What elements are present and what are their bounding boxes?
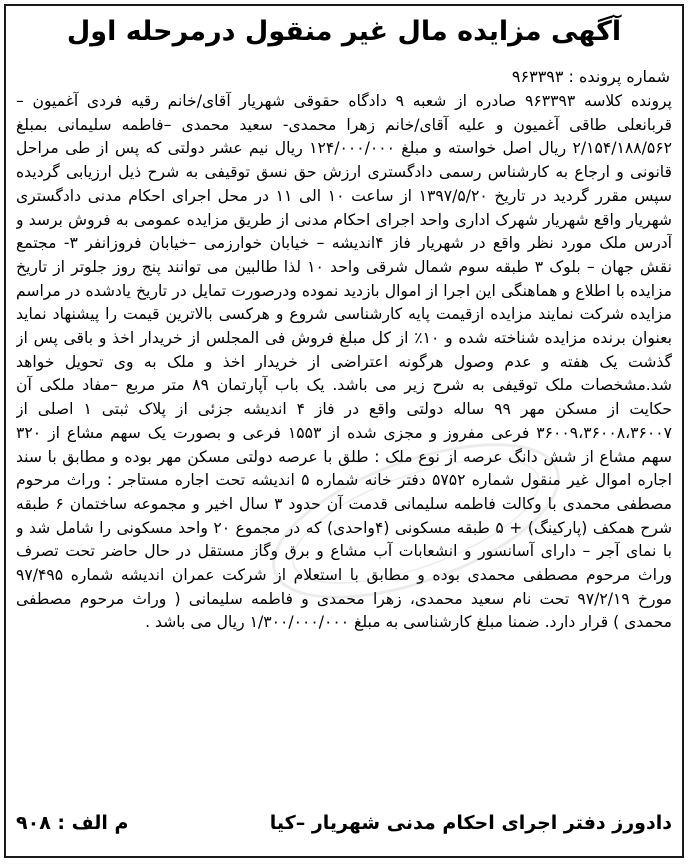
notice-body: پرونده کلاسه ۹۶۳۳۹۳ صادره از شعبه ۹ دادگاه حقوقی شهریار آقای/خانم رقیه فردی آغمیون –قربانعلی طاقی آغمیون و علیه آقای/خانم زهرا محمدی- سعید محمدی –فاطمه سلیمانی بمبلغ ۲/۱۵۴/۱۸۸/۵۶۲ ریال اصل خواسته و مبلغ ۱۲۴/۰۰۰/۰۰۰ ریال نیم عشر دولتی که پس از طی مراحل قانونی و ارجاع به کارشناس رسمی دادگستری ارزش حق نسق توقیفی به شرح ذیل ارزیابی گردیده سپس مقرر گردید در تاریخ ۱۳۹۷/۵/۲۰ از ساعت ۱۰ الی ۱۱ در محل اجرای احکام مدنی دادگستری شهریار واقع شهریار شهرک اداری واحد اجرای احکام مدنی از طریق مزایده عمومی به فروش برسد و آدرس ملک مورد نظر واقع در شهریار فاز ۴اندیشه – خیابان خوارزمی –خیابان فروزانفر ۳- مجتمع نقش جهان – بلوک ۳ طبقه سوم شمال شرقی واحد ۱۰ لذا طالبین می توانند پنج روز جلوتر از تاریخ مزایده با اطلاع و هماهنگی این اجرا از اموال بازدید نموده ودرصورت تمایل در تاریخ یادشده در مراسم مزایده شرکت نمایند مزایده ازقیمت پایه کارشناسی شروع و هرکسی بالاترین قیمت را پیشنهاد نماید بعنوان برنده مزایده شناخته شده و ۱۰٪ از کل مبلغ فروش فی المجلس از خریدار اخذ و باقی پس از گذشت یک هفته و عدم وصول هرگونه اعتراضی از خریدار اخذ و ملک به وی تحویل خواهد شد.مشخصات ملک توقیفی به شرح زیر می باشد. یک باب آپارتمان ۸۹ متر مربع –مفاد ملکی آن حکایت از مسکن مهر ۹۹ ساله دولتی واقع در فاز ۴ اندیشه جزئی از پلاک ثبتی ۱ اصلی از ۳۶۰۰۹،۳۶۰۰۸،۳۶۰۰۷ فرعی مفروز و مجزی شده از ۱۵۵۳ فرعی و بصورت یک سهم مشاع از ۳۲۰ سهم مشاع از شش دانگ عرصه از نوع ملک : طلق با عرصه دولتی مسکن مهر بوده و مطابق با سند اجاره اموال غیر منقول شماره ۵۷۵۲ دفتر خانه شماره ۵ اندیشه تحت اجاره مستاجر : وراث مرحوم مصطفی محمدی با وکالت فاطمه سلیمانی قدمت آن حدود ۳ سال اخیر و مجموعه ساختمان ۶ طبقه شرح همکف (پارکینگ) + ۵ طبقه مسکونی (۴واحدی) که در مجموع ۲۰ واحد مسکونی را شامل شد و با نمای آجر – دارای آسانسور و انشعابات آب مشاع و برق وگاز مستقل در حال حاضر تحت تصرف وراث مرحوم مصطفی محمدی بوده و مطابق با استعلام از شرکت عمران اندیشه شماره ۹۷/۴۹۵ مورخ ۹۷/۲/۱۹ تحت نام سعید محمدی، زهرا محمدی و فاطمه سلیمانی ( وراث مرحوم مصطفی محمدی ) قرار دارد. ضمنا مبلغ کارشناسی به مبلغ ۱/۳۰۰/۰۰۰/۰۰۰ ریال می باشد .	[16, 92, 672, 632]
notice-footer	[16, 808, 672, 838]
notice-frame	[4, 4, 684, 858]
signature: دادورز دفتر اجرای احکام مدنی شهریار –کیا	[269, 812, 672, 834]
file-number: شماره پرونده : ۹۶۳۳۹۳	[511, 67, 670, 86]
ad-code: م الف : ۹۰۸	[16, 812, 129, 834]
notice-title: آگهی مزایده مال غیر منقول درمرحله اول	[66, 16, 622, 47]
